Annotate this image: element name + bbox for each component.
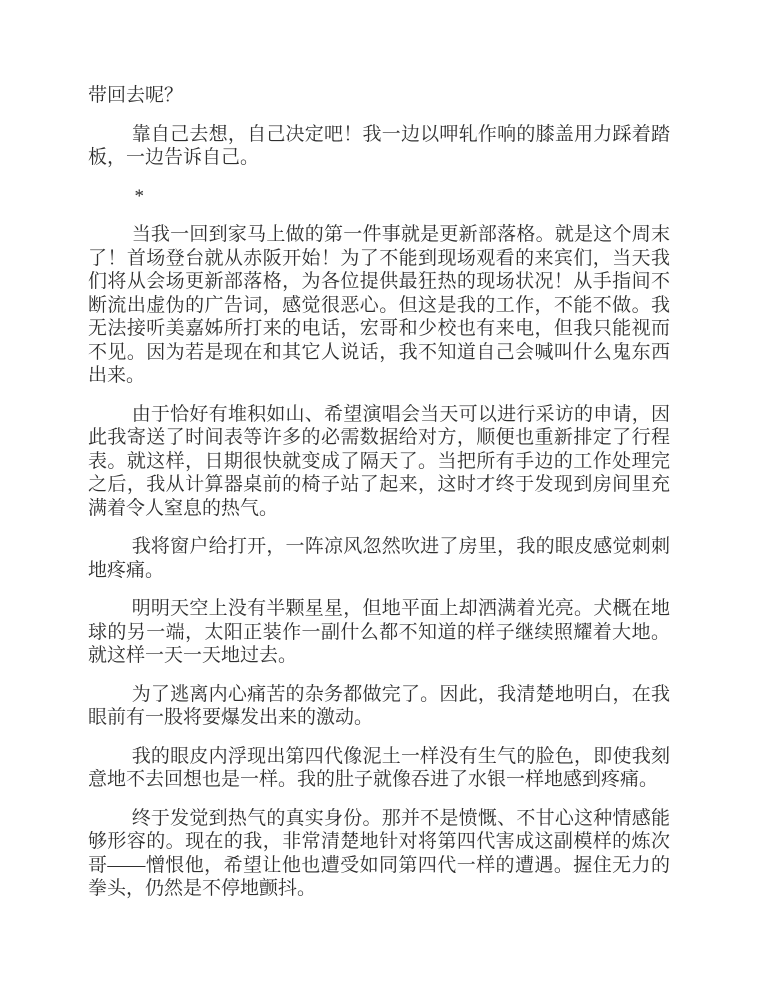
paragraph: 当我一回到家马上做的第一件事就是更新部落格。就是这个周末了！首场登台就从赤阪开始！为了不能到现场观看的来宾们，当天我们将从会场更新部落格，为各位提供最狂热的现场状况！从手指间不断流出虚伪的广告词，感觉很恶心。但这是我的工作，不能不做。我无法接听美嘉姊所打来的电话，宏哥和少校也有来电，但我只能视而不见。因为若是现在和其它人说话，我不知道自己会喊叫什么鬼东西出来。 [88,224,670,386]
paragraph: 靠自己去想，自己决定吧！我一边以呷轧作响的膝盖用力踩着踏板，一边告诉自己。 [88,123,670,168]
paragraph: 我的眼皮内浮现出第四代像泥土一样没有生气的脸色，即使我刻意地不去回想也是一样。我的肚子就像吞进了水银一样地感到疼痛。 [88,745,670,790]
paragraph: 终于发觉到热气的真实身份。那并不是愤慨、不甘心这种情感能够形容的。现在的我，非常清楚地针对将第四代害成这副模样的炼次哥——憎恨他，希望让他也遭受如同第四代一样的遭遇。握住无力的拳头，仍然是不停地颤抖。 [88,807,670,899]
section-break-asterisk: * [134,185,145,207]
paragraph: 由于恰好有堆积如山、希望演唱会当天可以进行采访的申请，因此我寄送了时间表等许多的必需数据给对方，顺便也重新排定了行程表。就这样，日期很快就变成了隔天了。当把所有手边的工作处理完之后，我从计算器桌前的椅子站了起来，这时才终于发现到房间里充满着令人窒息的热气。 [88,403,670,519]
text-block [88,84,670,916]
paragraph: 我将窗户给打开，一阵凉风忽然吹进了房里，我的眼皮感觉刺刺地疼痛。 [88,536,670,581]
paragraph: 为了逃离内心痛苦的杂务都做完了。因此，我清楚地明白，在我眼前有一股将要爆发出来的激动。 [88,683,670,728]
paragraph: 明明天空上没有半颗星星，但地平面上却洒满着光亮。犬概在地球的另一端，太阳正装作一副什么都不知道的样子继续照耀着大地。就这样一天一天地过去。 [88,598,670,666]
paragraph-continuation: 带回去呢？ [88,85,184,106]
